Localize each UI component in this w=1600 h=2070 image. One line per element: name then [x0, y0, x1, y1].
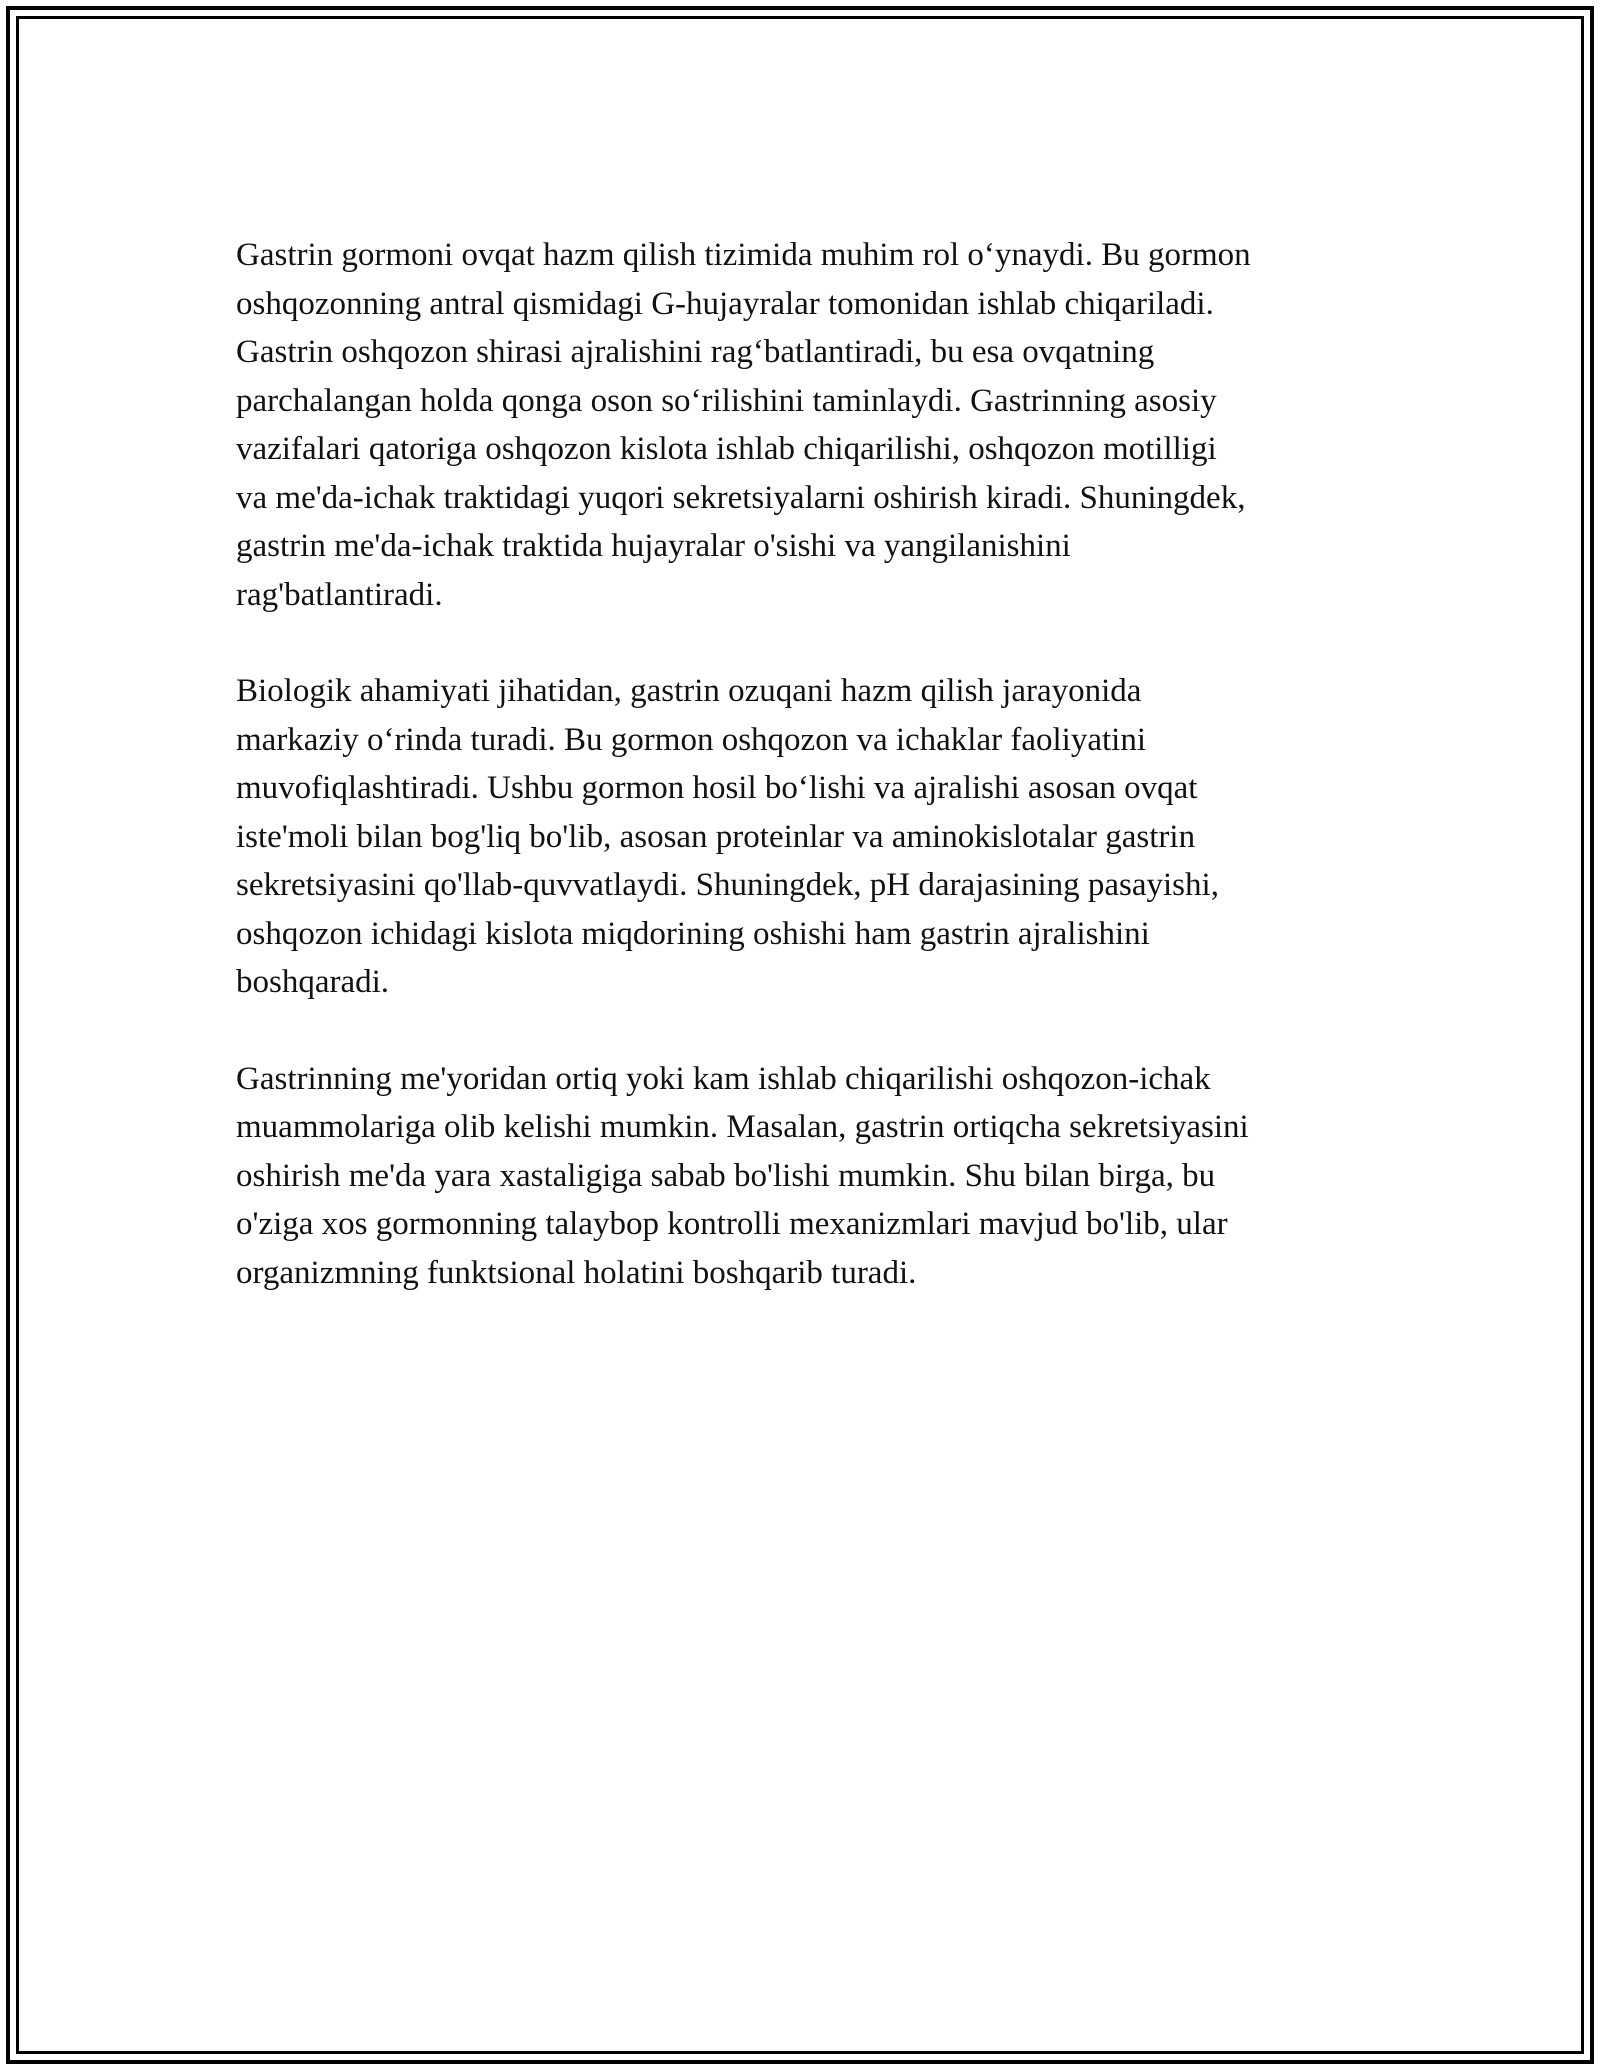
paragraph-3: Gastrinning me'yoridan ortiq yoki kam ishlab chiqarilishi oshqozon-ichak muammolariga olib kelishi mumkin. Masalan, gastrin ortiqcha sekretsiyasini oshirish me'da yara xastaligiga sabab bo'lishi mumkin. Shu bilan birga, bu o'ziga xos gormonning talaybop kontrolli mexanizmlari mavjud bo'lib, ular organizmning funktsional holatini boshqarib turadi.: [236, 1060, 1249, 1291]
paragraph-2: Biologik ahamiyati jihatidan, gastrin ozuqani hazm qilish jarayonida markaziy o‘rinda turadi. Bu gormon oshqozon va ichaklar faoliyatini muvofiqlashtiradi. Ushbu gormon hosil bo‘lishi va ajralishi asosan ovqat iste'moli bilan bog'liq bo'lib, asosan proteinlar va aminokislotalar gastrin sekretsiyasini qo'llab-quvvatlaydi. Shuningdek, pH darajasining pasayishi, oshqozon ichidagi kislota miqdorining oshishi ham gastrin ajralishini boshqaradi.: [236, 673, 1219, 1000]
document-body: [236, 231, 1376, 1345]
paragraph-1: Gastrin gormoni ovqat hazm qilish tizimida muhim rol o‘ynaydi. Bu gormon oshqozonning antral qismidagi G-hujayralar tomonidan ishlab chiqariladi. Gastrin oshqozon shirasi ajralishini rag‘batlantiradi, bu esa ovqatning parchalangan holda qonga oson so‘rilishini taminlaydi. Gastrinning asosiy vazifalari qatoriga oshqozon kislota ishlab chiqarilishi, oshqozon motilligi va me'da-ichak traktidagi yuqori sekretsiyalarni oshirish kiradi. Shuningdek, gastrin me'da-ichak traktida hujayralar o'sishi va yangilanishini rag'batlantiradi.: [236, 237, 1251, 613]
